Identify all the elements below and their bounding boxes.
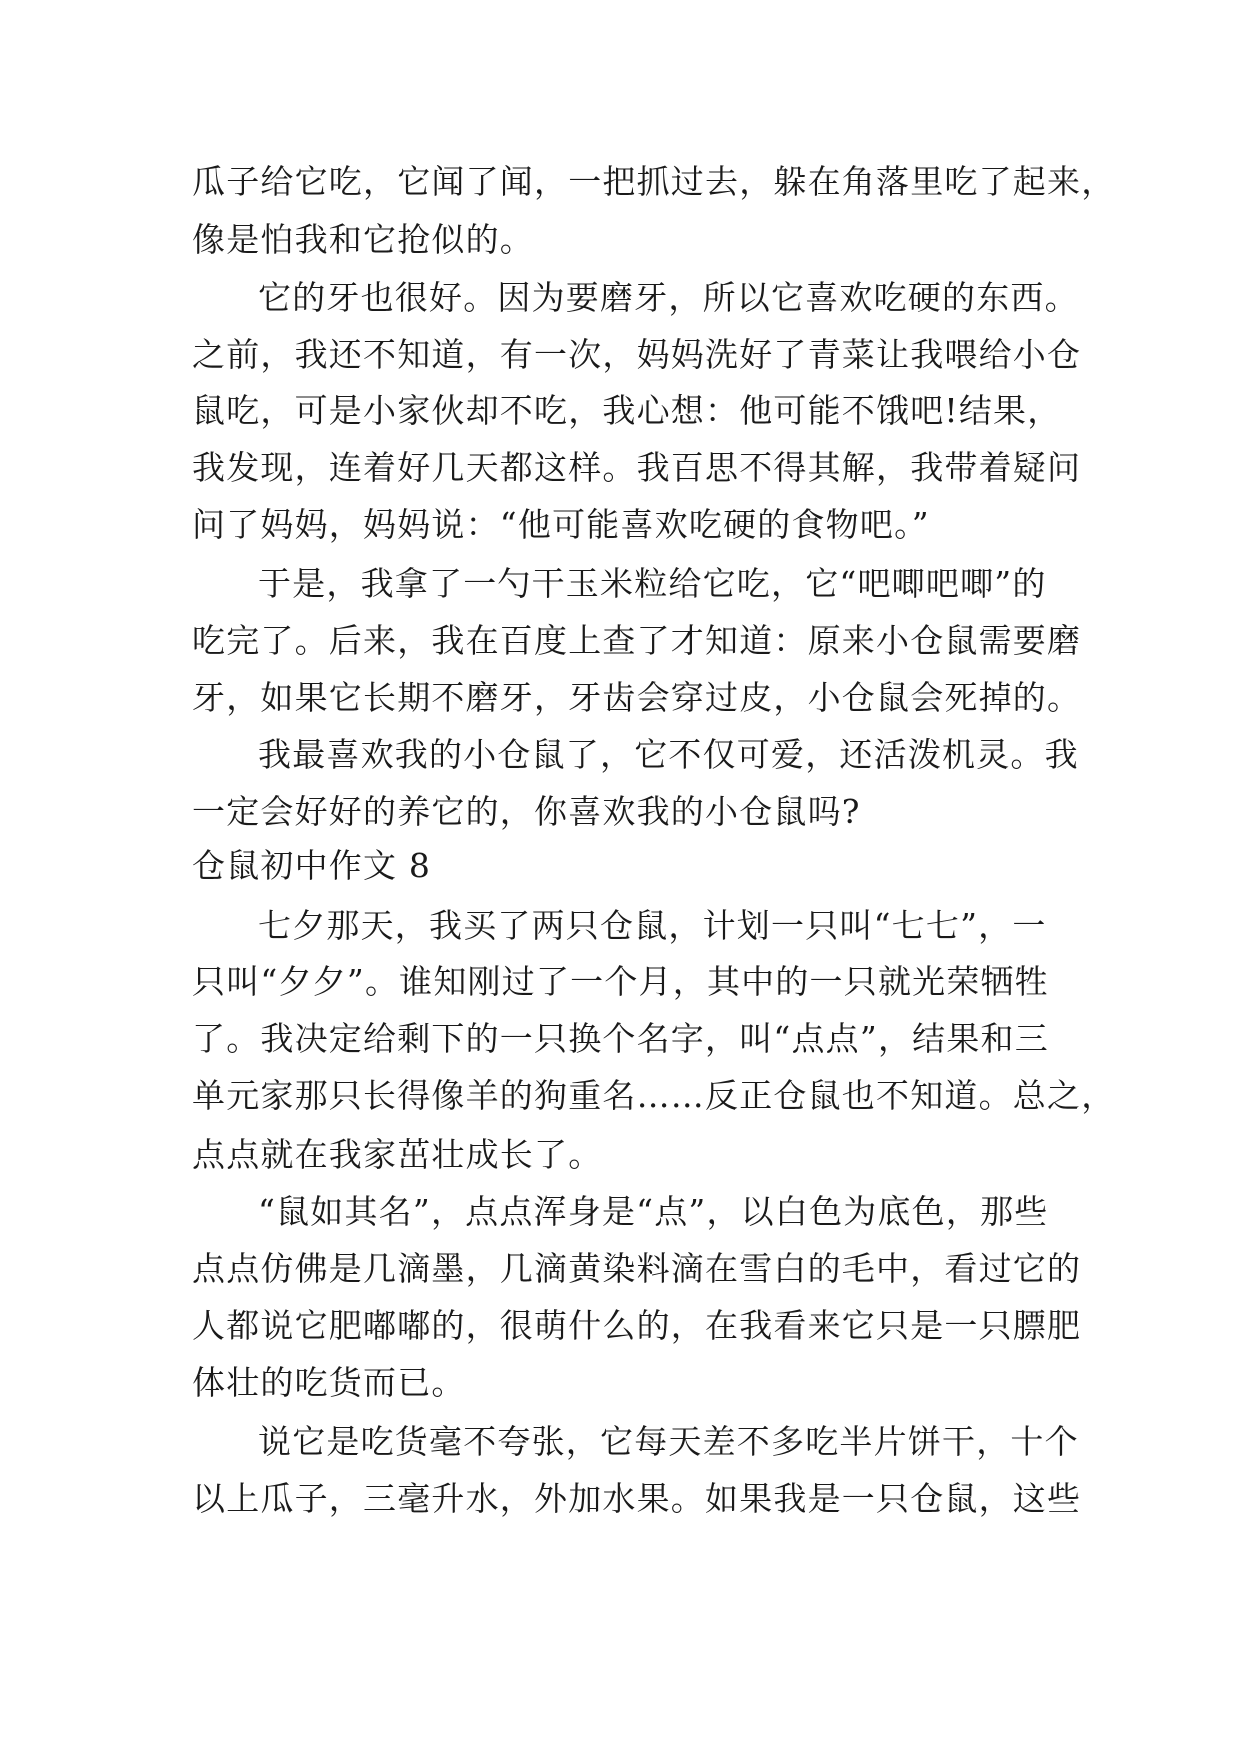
paragraph-start-line: 说它是吃货毫不夸张，它每天差不多吃半片饼干，十个 <box>258 1422 1079 1461</box>
paragraph-start-line: 于是，我拿了一勺干玉米粒给它吃，它“吧唧吧唧”的 <box>258 564 1047 603</box>
text-line: 之前，我还不知道，有一次，妈妈洗好了青菜让我喂给小仓 <box>192 335 1082 374</box>
text-line: 人都说它肥嘟嘟的，很萌什么的，在我看来它只是一只膘肥 <box>192 1306 1082 1345</box>
text-line: 牙，如果它长期不磨牙，牙齿会穿过皮，小仓鼠会死掉的。 <box>192 678 1082 717</box>
section-heading: 仓鼠初中作文 8 <box>192 846 432 885</box>
text-line: 鼠吃，可是小家伙却不吃，我心想：他可能不饿吧!结果， <box>192 391 1062 430</box>
text-line: 一定会好好的养它的，你喜欢我的小仓鼠吗? <box>192 792 861 831</box>
text-line: 体壮的吃货而已。 <box>192 1363 466 1402</box>
text-line: 了。我决定给剩下的一只换个名字，叫“点点”，结果和三 <box>192 1019 1049 1058</box>
paragraph-start-line: “鼠如其名”，点点浑身是“点”，以白色为底色，那些 <box>258 1192 1049 1231</box>
paragraph-start-line: 七夕那天，我买了两只仓鼠，计划一只叫“七七”，一 <box>258 906 1047 945</box>
text-line: 吃完了。后来，我在百度上查了才知道：原来小仓鼠需要磨 <box>192 621 1082 660</box>
text-line: 点点仿佛是几滴墨，几滴黄染料滴在雪白的毛中，看过它的 <box>192 1249 1082 1288</box>
text-line: 单元家那只长得像羊的狗重名……反正仓鼠也不知道。总之， <box>192 1076 1116 1115</box>
text-line: 我发现，连着好几天都这样。我百思不得其解，我带着疑问 <box>192 448 1082 487</box>
text-line: 以上瓜子，三毫升水，外加水果。如果我是一只仓鼠，这些 <box>192 1479 1082 1518</box>
paragraph-start-line: 我最喜欢我的小仓鼠了，它不仅可爱，还活泼机灵。我 <box>258 735 1079 774</box>
text-line: 点点就在我家茁壮成长了。 <box>192 1135 603 1174</box>
text-line: 像是怕我和它抢似的。 <box>192 220 534 259</box>
text-line: 问了妈妈，妈妈说：“他可能喜欢吃硬的食物吧。” <box>192 505 930 544</box>
text-line: 只叫“夕夕”。谁知刚过了一个月，其中的一只就光荣牺牲 <box>192 962 1049 1001</box>
text-line: 瓜子给它吃，它闻了闻，一把抓过去，躲在角落里吃了起来， <box>192 162 1116 201</box>
paragraph-start-line: 它的牙也很好。因为要磨牙，所以它喜欢吃硬的东西。 <box>258 278 1079 317</box>
